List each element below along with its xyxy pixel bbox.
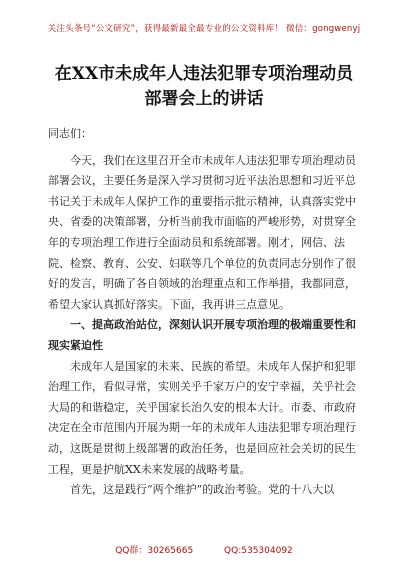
salutation: 同志们： <box>48 127 92 140</box>
footer-qq-group: QQ群：30265665 <box>115 546 194 556</box>
title-line-2: 部署会上的讲话 <box>144 89 264 109</box>
paragraph: 今天，我们在这里召开全市未成年人违法犯罪专项治理动员部署会议，主要任务是深入学习贯彻习近平法治思想和习近平总书记关于未成年人保护工作的重要指示批示精神，认真落实党中央、省委的决策部署，分析当前我市面临的严峻形势，对贯穿全年的专项治理工作进行全面动员和系统部署。刚才，网信、法院、检察、教育、公安、妇联等几个单位的负责同志分别作了很好的发言，明确了各自领域的治理重点和工作举措，我都同意，希望大家认真抓好落实。下面，我再讲三点意见。 <box>48 153 356 311</box>
section-heading: 一、提高政治站位，深刻认识开展专项治理的极端重要性和现实紧迫性 <box>48 318 356 352</box>
document-title <box>30 62 378 112</box>
footer-contact <box>0 543 408 556</box>
footer-qq-number: QQ:535304092 <box>224 546 293 556</box>
paragraph: 未成年人是国家的未来、民族的希望。未成年人保护和犯罪治理工作，看似寻常，实则关乎千家万户的安宁幸福，关乎社会大局的和谐稳定，关乎国家长治久安的根本大计。市委、市政府决定在全市范围内开展为期一年的未成年人违法犯罪专项治理行动，这既是贯彻上级部署的政治任务，也是回应社会关切的民生工程，更是护航XX未来发展的战略考量。 <box>48 359 356 476</box>
title-line-1: 在XX市未成年人违法犯罪专项治理动员 <box>54 64 354 84</box>
paragraph: 首先，这是践行“两个维护”的政治考验。党的十八大以 <box>70 483 335 497</box>
header-banner: 关注头条号“公文研究”，获得最新最全最专业的公文资料库！ 微信：gongwenyj <box>47 24 361 34</box>
document-body <box>48 124 366 501</box>
